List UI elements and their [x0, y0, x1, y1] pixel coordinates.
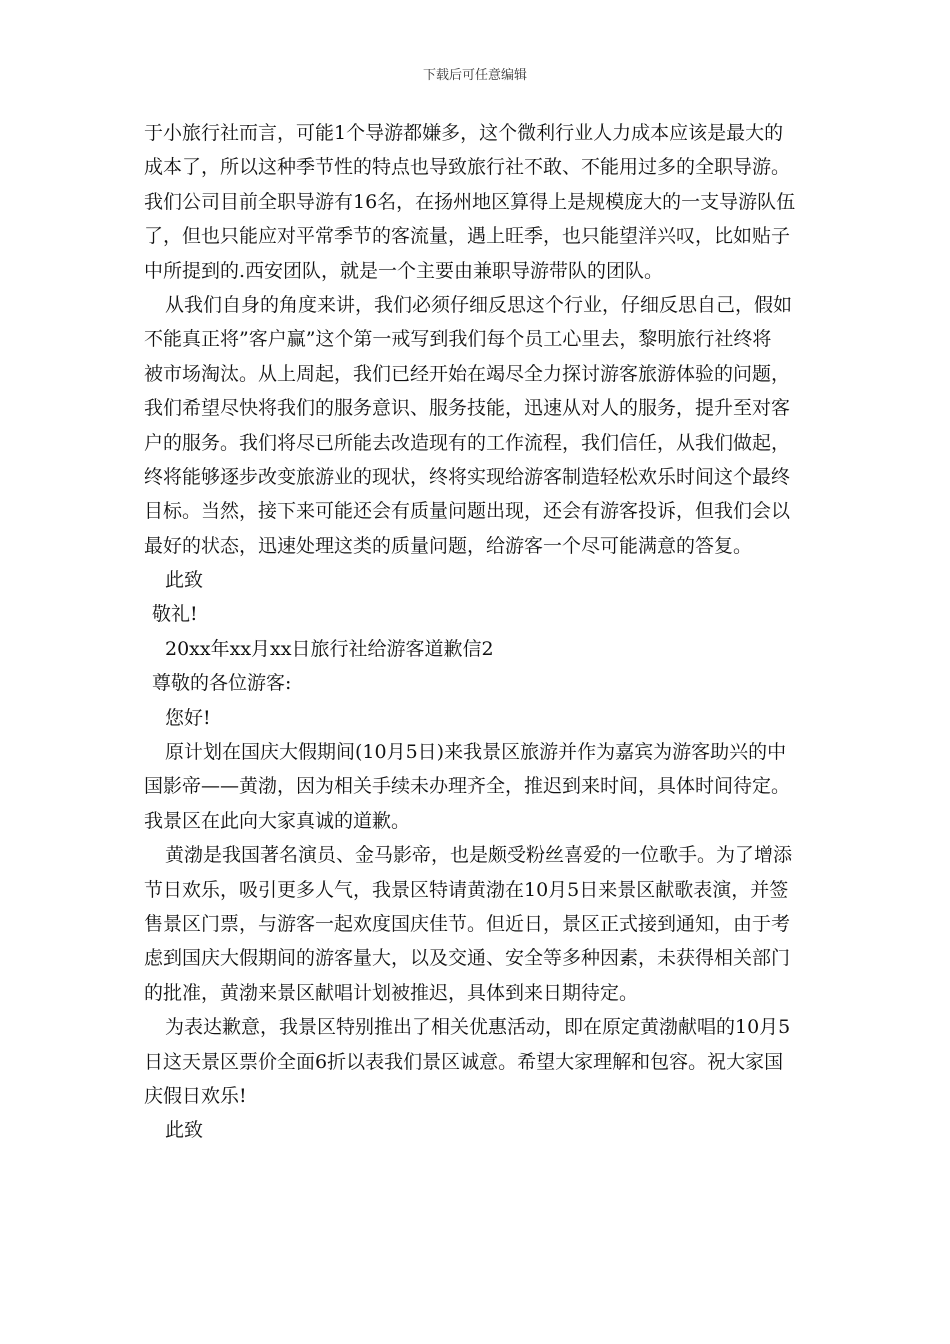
- text-line: 成本了，所以这种季节性的特点也导致旅行社不敢、不能用过多的全职导游。: [144, 156, 791, 179]
- text-line: 最好的状态，迅速处理这类的质量问题，给游客一个尽可能满意的答复。: [144, 534, 753, 557]
- text-line: 不能真正将”客户赢”这个第一戒写到我们每个员工心里去，黎明旅行社终将: [144, 328, 772, 351]
- text-line: 日这天景区票价全面6折以表我们景区诚意。希望大家理解和包容。祝大家国: [144, 1050, 784, 1073]
- text-line: 节日欢乐，吸引更多人气，我景区特请黄渤在10月5日来景区献歌表演，并签: [144, 878, 789, 901]
- text-line: 从我们自身的角度来讲，我们必须仔细反思这个行业，仔细反思自己，假如: [165, 293, 793, 316]
- text-line: 中所提到的.西安团队，就是一个主要由兼职导游带队的团队。: [144, 259, 664, 282]
- text-line: 目标。当然，接下来可能还会有质量问题出现，还会有游客投诉，但我们会以: [144, 500, 791, 523]
- text-line: 我景区在此向大家真诚的道歉。: [144, 809, 411, 832]
- text-line: 国影帝——黄渤，因为相关手续未办理齐全，推迟到来时间，具体时间待定。: [144, 775, 791, 798]
- text-line: 庆假日欢乐!: [144, 1084, 247, 1107]
- text-line: 我们希望尽快将我们的服务意识、服务技能，迅速从对人的服务，提升至对客: [144, 397, 791, 420]
- text-line: 为表达歉意，我景区特别推出了相关优惠活动，即在原定黄渤献唱的10月5: [165, 1016, 791, 1039]
- text-line: 户的服务。我们将尽已所能去改造现有的工作流程，我们信任，从我们做起，: [144, 431, 791, 454]
- text-line: 此致: [165, 569, 204, 592]
- document-body: [144, 116, 810, 1148]
- text-line: 20xx年xx月xx日旅行社给游客道歉信2: [165, 637, 494, 660]
- text-line: 此致: [165, 1119, 204, 1142]
- text-line: 了，但也只能应对平常季节的客流量，遇上旺季，也只能望洋兴叹，比如贴子: [144, 225, 791, 248]
- text-line: 虑到国庆大假期间的游客量大，以及交通、安全等多种因素，未获得相关部门: [144, 947, 791, 970]
- text-line: 尊敬的各位游客:: [152, 672, 292, 695]
- text-line: 黄渤是我国著名演员、金马影帝，也是颇受粉丝喜爱的一位歌手。为了增添: [165, 844, 793, 867]
- text-line: 敬礼!: [152, 603, 198, 626]
- page-header: 下载后可任意编辑: [422, 68, 527, 83]
- text-line: 的批准，黄渤来景区献唱计划被推迟，具体到来日期待定。: [144, 981, 639, 1004]
- text-line: 原计划在国庆大假期间(10月5日)来我景区旅游并作为嘉宾为游客助兴的中: [165, 741, 787, 764]
- text-line: 售景区门票，与游客一起欢度国庆佳节。但近日，景区正式接到通知，由于考: [144, 912, 791, 935]
- text-line: 您好!: [165, 706, 211, 729]
- text-line: 我们公司目前全职导游有16名，在扬州地区算得上是规模庞大的一支导游队伍: [144, 190, 796, 213]
- text-line: 被市场淘汰。从上周起，我们已经开始在竭尽全力探讨游客旅游体验的问题，: [144, 362, 791, 385]
- text-line: 于小旅行社而言，可能1个导游都嫌多，这个微利行业人力成本应该是最大的: [144, 122, 784, 144]
- text-line: 终将能够逐步改变旅游业的现状，终将实现给游客制造轻松欢乐时间这个最终: [144, 465, 791, 488]
